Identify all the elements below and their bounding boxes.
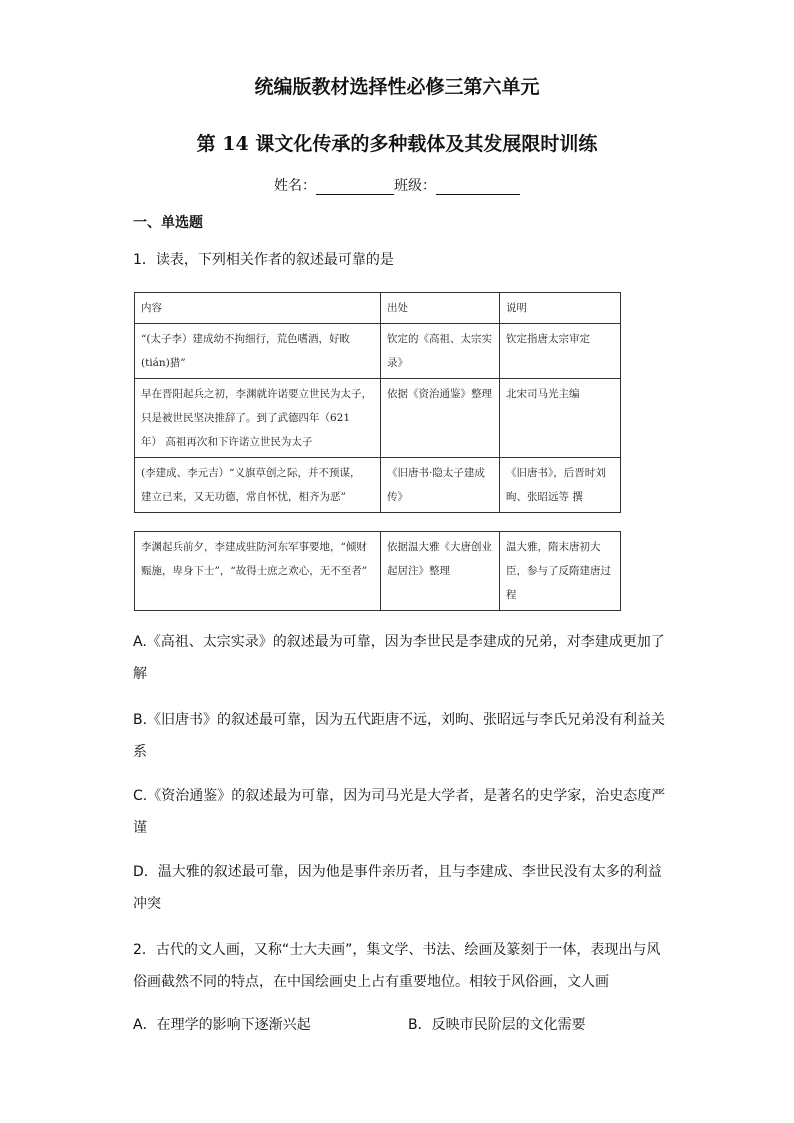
q2-option-a[interactable]: A．在理学的影响下逐渐兴起 — [133, 1017, 311, 1033]
lesson-title: 第 14 课文化传承的多种载体及其发展限时训练 — [196, 133, 598, 155]
table-header-cell: 出处 — [381, 293, 500, 324]
table-cell: 《旧唐书》，后晋时刘昫、张昭远等 撰 — [500, 458, 621, 513]
table-row — [135, 324, 621, 379]
section-heading: 一、单选题 — [133, 215, 203, 231]
table-cell: (李建成、李元吉）“义旗草创之际，并不预谋， 建立已来，又无功德，常自怀忧，相齐为恶” — [135, 458, 381, 513]
question-1-stem: 1．读表，下列相关作者的叙述最可靠的是 — [133, 252, 394, 268]
table-cell: 依据温大雅《大唐创业起居注》整理 — [381, 532, 500, 611]
table-cell: 北宋司马光主编 — [500, 379, 621, 458]
option-c[interactable]: C.《资治通鉴》的叙述最为可靠，因为司马光是大学者，是著名的史学家，治史态度严谨 — [133, 788, 666, 836]
table-cell: 早在晋阳起兵之初，李渊就许诺要立世民为太子， 只是被世民坚决推辞了。到了武德四年（621 年） 高祖再次和下许诺立世民为太子 — [135, 379, 381, 458]
source-table-2 — [134, 531, 621, 611]
worksheet-title: 统编版教材选择性必修三第六单元 — [254, 76, 540, 98]
table-header-cell: 说明 — [500, 293, 621, 324]
name-blank[interactable] — [316, 178, 394, 195]
class-blank[interactable] — [436, 178, 520, 195]
table-row — [135, 458, 621, 513]
table-header-row — [135, 293, 621, 324]
option-d[interactable]: D．温大雅的叙述最可靠，因为他是事件亲历者，且与李建成、李世民没有太多的利益冲突 — [133, 864, 662, 912]
table-header-cell: 内容 — [135, 293, 381, 324]
question-2-stem: 2．古代的文人画，又称“士大夫画”，集文学、书法、绘画及篆刻于一体，表现出与风俗画截然不同的特点，在中国绘画史上占有重要地位。相较于风俗画，文人画 — [133, 942, 661, 990]
student-info-line — [0, 175, 794, 195]
q2-option-b[interactable]: B．反映市民阶层的文化需要 — [408, 1017, 586, 1033]
table-cell: 温大雅，隋末唐初大臣，参与了反隋建唐过程 — [500, 532, 621, 611]
table-row — [135, 532, 621, 611]
table-cell: 钦定的《高祖、太宗实录》 — [381, 324, 500, 379]
source-table-1 — [134, 292, 621, 513]
table-row — [135, 379, 621, 458]
name-label: 姓名： — [274, 178, 316, 194]
option-b[interactable]: B.《旧唐书》的叙述最可靠，因为五代距唐不远，刘昫、张昭远与李氏兄弟没有利益关系 — [133, 712, 666, 760]
class-label: 班级： — [394, 178, 436, 194]
table-cell: 钦定指唐太宗审定 — [500, 324, 621, 379]
table-cell: 李渊起兵前夕，李建成驻防河东军事要地，“倾财赈施，卑身下士”，“故得士庶之欢心，无不至者” — [135, 532, 381, 611]
table-cell: “(太子李）建成幼不拘细行，荒色嗜酒，好畋(tián)猎” — [135, 324, 381, 379]
table-cell: 依据《资治通鉴》整理 — [381, 379, 500, 458]
table-cell: 《旧唐书·隐太子建成传》 — [381, 458, 500, 513]
option-a[interactable]: A.《高祖、太宗实录》的叙述最为可靠，因为李世民是李建成的兄弟，对李建成更加了解 — [133, 634, 665, 682]
